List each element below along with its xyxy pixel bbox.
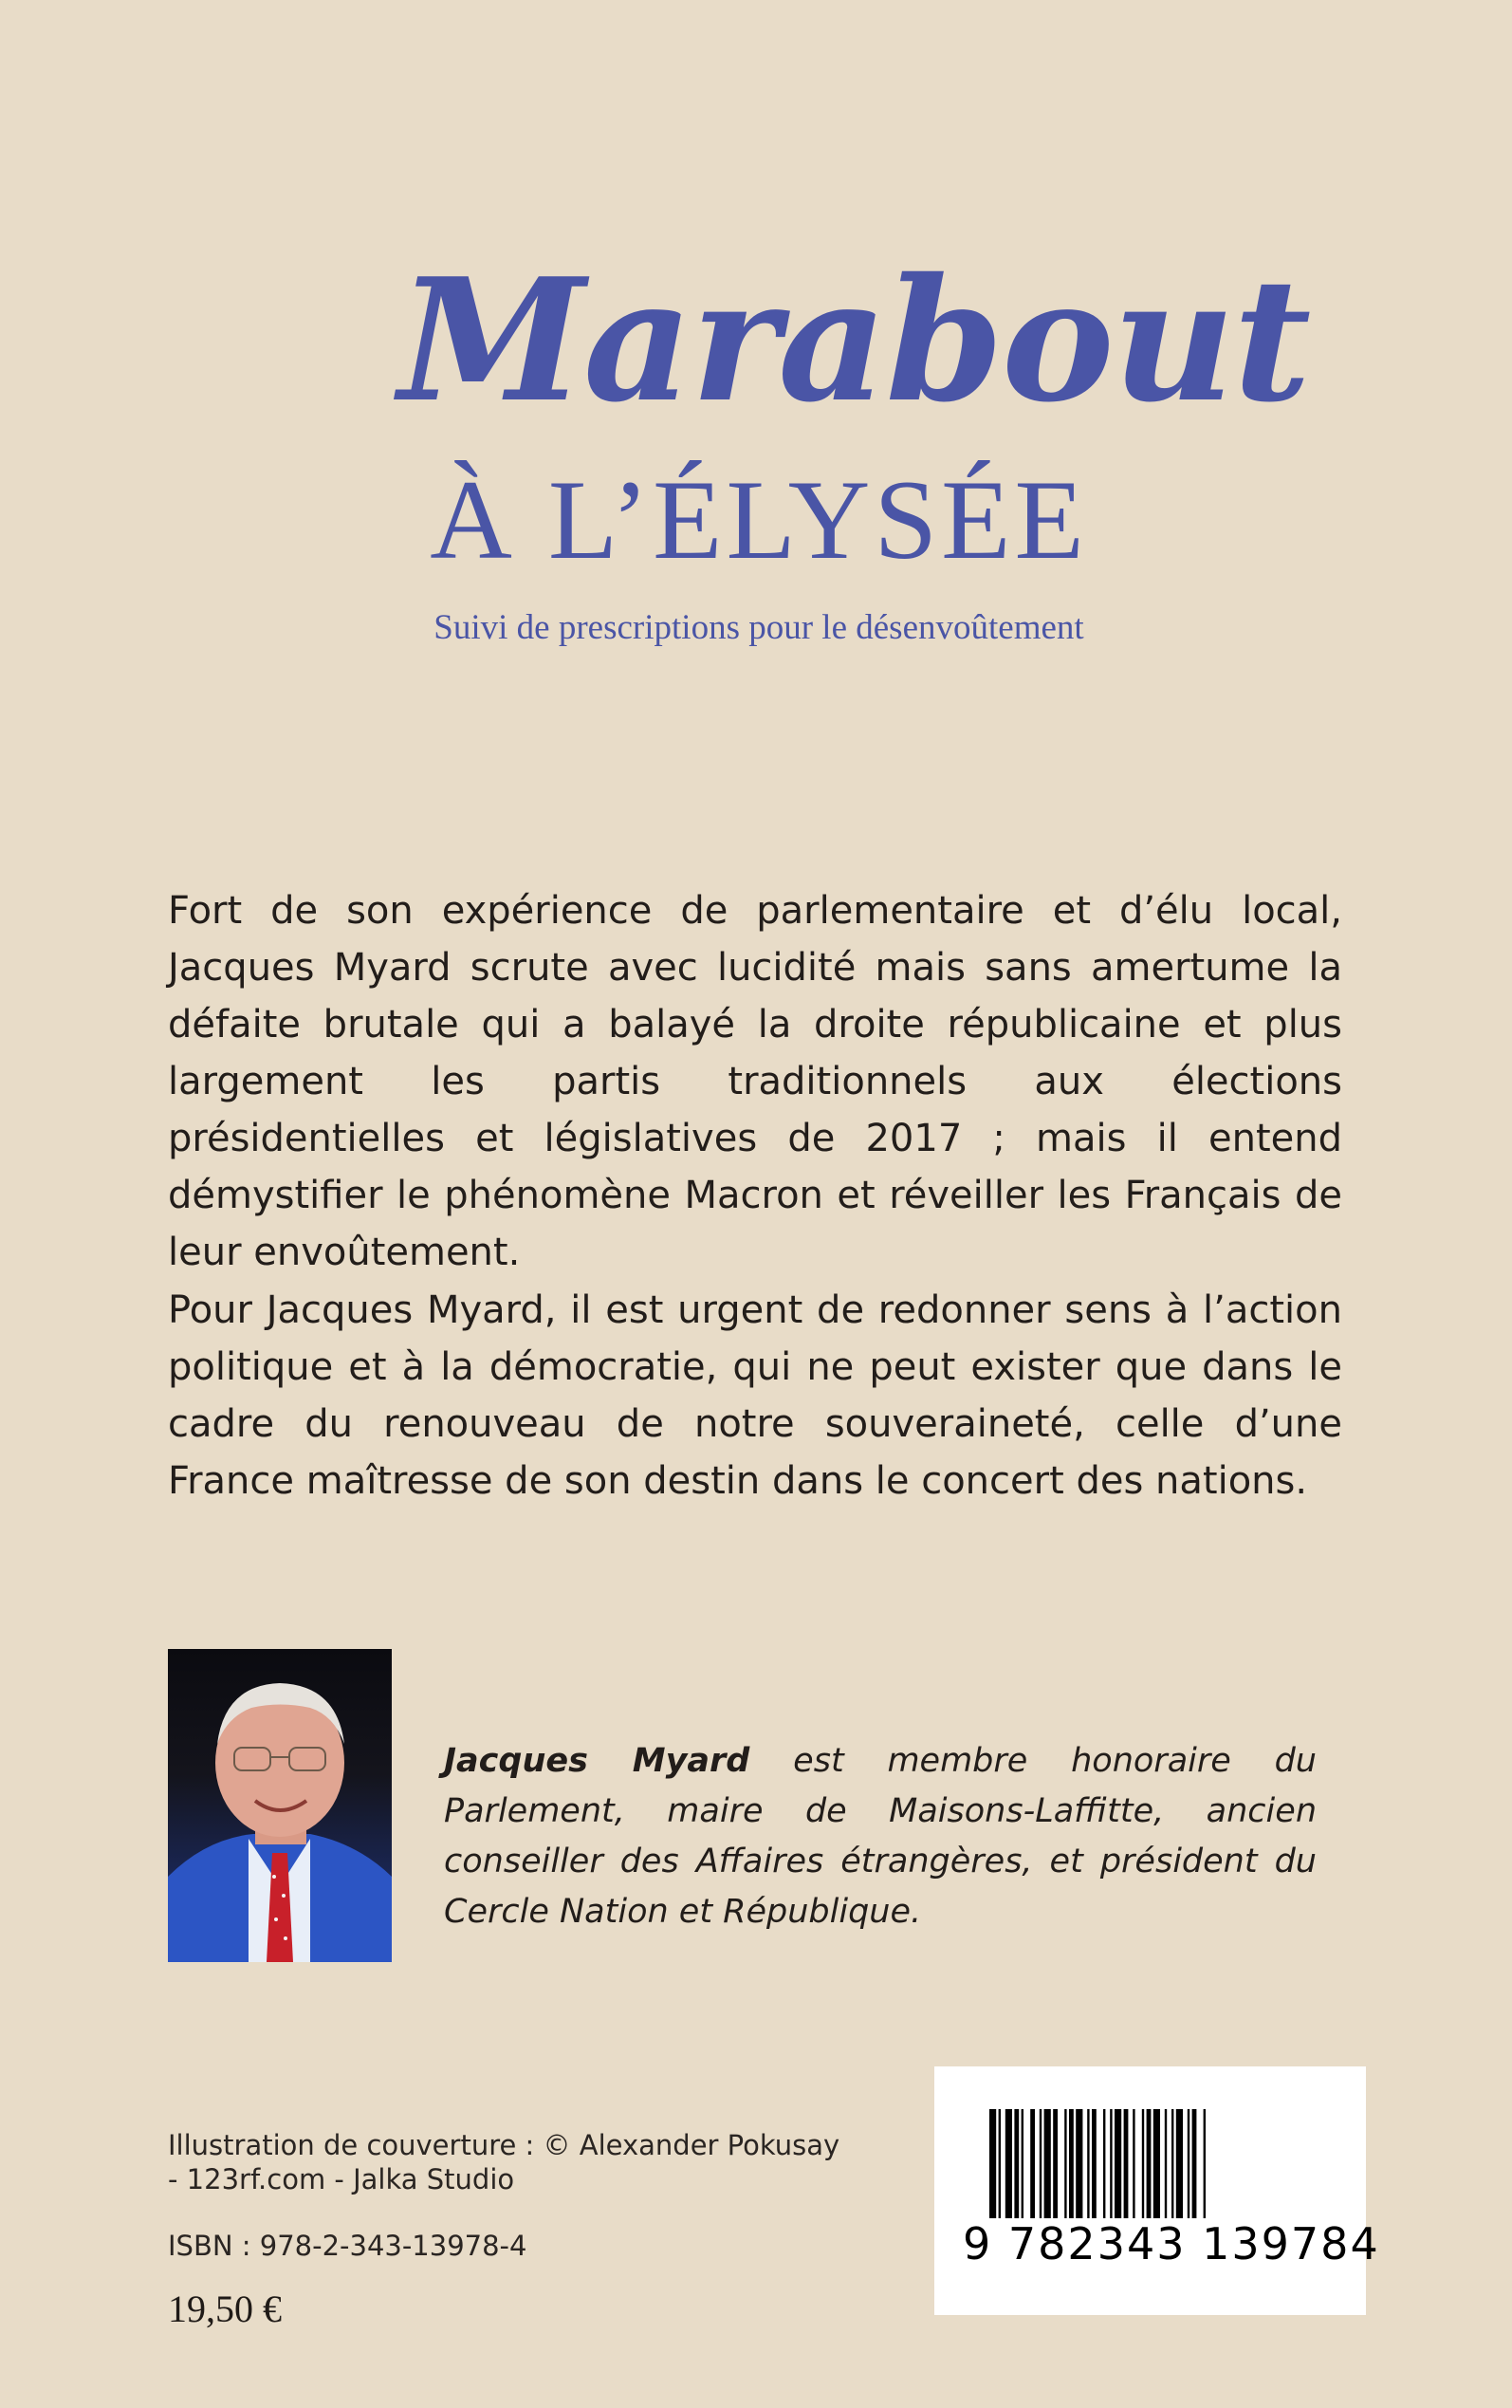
barcode-box: [934, 2066, 1380, 2315]
book-title-caps: À L’ÉLYSÉE: [430, 456, 1088, 583]
barcode-icon: [989, 2109, 1312, 2218]
cover-illustration-credits: Illustration de couverture : © Alexander Pokusay - 123rf.com - Jalka Studio: [168, 2129, 840, 2195]
barcode-digits: 9 782343 139784: [963, 2218, 1380, 2269]
author-photo: [168, 1649, 392, 1962]
blurb-paragraph-1: Fort de son expérience de parlementaire et d’élu local, Jacques Myard scrute avec lucidité mais sans amertume la défaite brutale qui a balayé la droite républicaine et plus largement les partis traditionnels aux élections présidentielles et législatives de 2017 ; mais il entend démystifier le phénomène Macron et réveiller les Français de leur envoûtement.: [168, 889, 1342, 1274]
book-subtitle: Suivi de prescriptions pour le désenvoûtement: [433, 608, 1084, 647]
book-title-script: Marabout: [398, 241, 1310, 439]
book-price: 19,50 €: [168, 2288, 282, 2330]
isbn-number: ISBN : 978-2-343-13978-4: [168, 2230, 527, 2262]
author-bio-text: est membre honoraire du Parlement, maire de Maisons-Laffitte, ancien conseiller des Affaires étrangères, et président du Cercle Nation et République.: [444, 1742, 1317, 1931]
author-bio: [444, 1736, 1317, 1937]
author-name: Jacques Myard: [444, 1742, 750, 1780]
blurb-paragraph-2: Pour Jacques Myard, il est urgent de redonner sens à l’action politique et à la démocratie, qui ne peut exister que dans le cadre du renouveau de notre souveraineté, celle d’une France maîtresse de son destin dans le concert des nations.: [168, 1288, 1342, 1503]
